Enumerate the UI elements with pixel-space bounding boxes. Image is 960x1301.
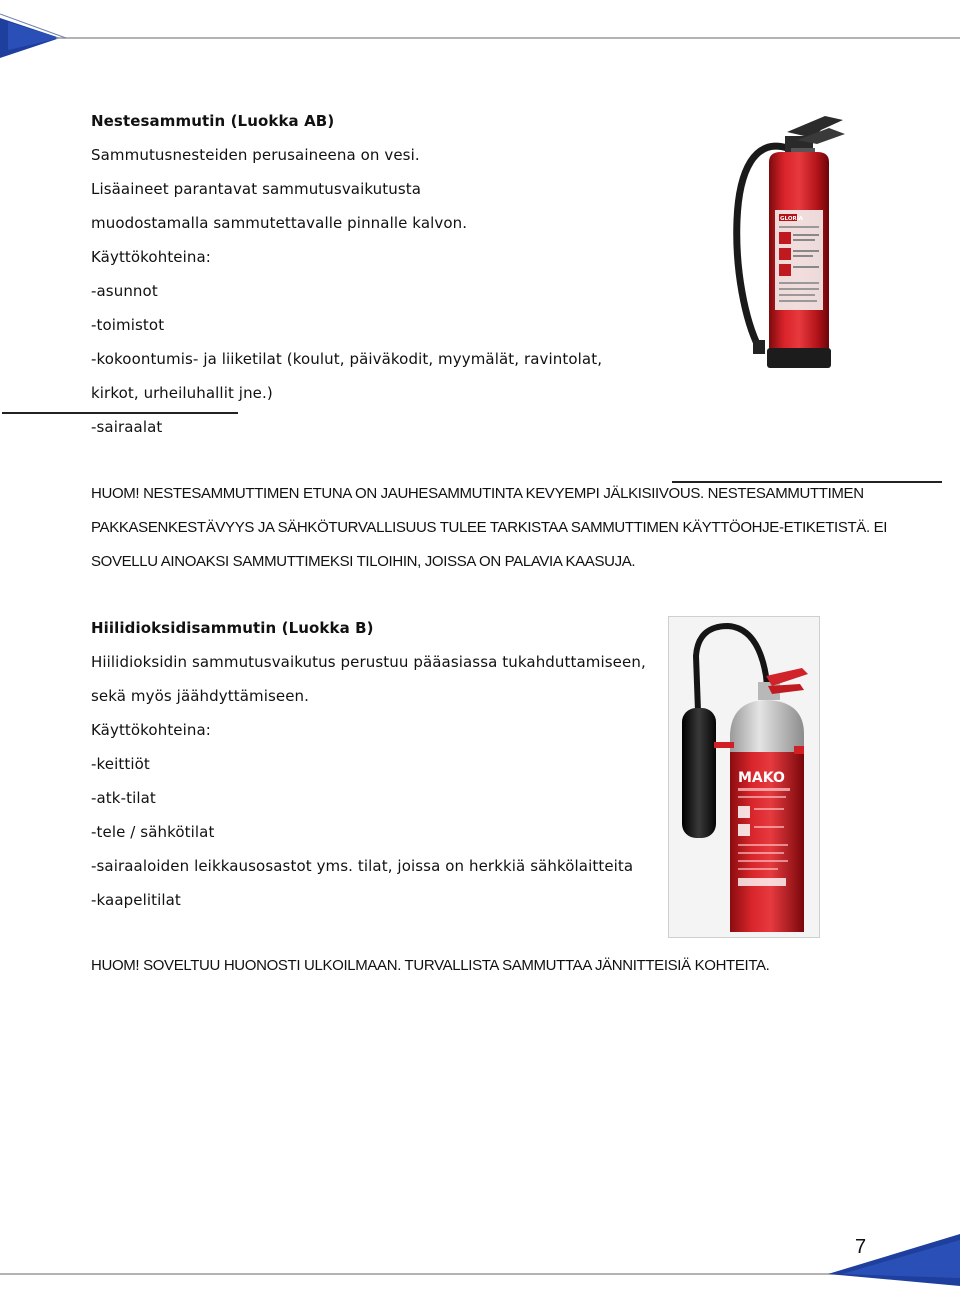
section2-line: -atk-tilat [91,789,156,807]
section2-heading: Hiilidioksidisammutin (Luokka B) [91,619,374,637]
section2-line: -sairaaloiden leikkausosastot yms. tilat, joissa on herkkiä sähkölaitteita [91,857,634,875]
header-decoration [0,0,960,60]
divider [672,481,942,483]
section1-line: kirkot, urheiluhallit jne.) [91,384,273,402]
section1-note-line: SOVELLU AINOAKSI SAMMUTTIMEKSI TILOIHIN, JOISSA ON PALAVIA KAASUJA. [91,553,636,570]
brand-label: MAKO [738,770,785,786]
section1-line: -toimistot [91,316,165,334]
section1-note-line: HUOM! NESTESAMMUTTIMEN ETUNA ON JAUHESAMMUTINTA KEVYEMPI JÄLKISIIVOUS. NESTESAMMUTTIMEN [91,485,864,502]
page-number: 7 [855,1236,867,1258]
section1-line: Sammutusnesteiden perusaineena on vesi. [91,146,420,164]
section1-line: -kokoontumis- ja liiketilat (koulut, päiväkodit, myymälät, ravintolat, [91,350,603,368]
section2-line: -keittiöt [91,755,150,773]
section2-line: Käyttökohteina: [91,721,211,739]
section1-line: -sairaalat [91,418,163,436]
section1-line: muodostamalla sammutettavalle pinnalle kalvon. [91,214,468,232]
divider [2,412,238,414]
section1-line: Käyttökohteina: [91,248,211,266]
brand-label: GLORIA [780,216,804,222]
co2-extinguisher-image [668,616,820,938]
section1-line: Lisäaineet parantavat sammutusvaikutusta [91,180,422,198]
footer-decoration [0,1230,960,1301]
section2-line: sekä myös jäähdyttämiseen. [91,687,310,705]
section1-note-line: PAKKASENKESTÄVYYS JA SÄHKÖTURVALLISUUS TULEE TARKISTAA SAMMUTTIMEN KÄYTTÖOHJE-ETIKETISTÄ. EI [91,519,888,536]
section2-line: Hiilidioksidin sammutusvaikutus perustuu pääasiassa tukahduttamiseen, [91,653,646,671]
section2-line: -kaapelitilat [91,891,181,909]
section2-line: -tele / sähkötilat [91,823,215,841]
foam-extinguisher-image [725,110,850,375]
section2-note: HUOM! SOVELTUU HUONOSTI ULKOILMAAN. TURVALLISTA SAMMUTTAA JÄNNITTEISIÄ KOHTEITA. [91,957,770,974]
section1-heading: Nestesammutin (Luokka AB) [91,112,335,130]
section1-line: -asunnot [91,282,158,300]
